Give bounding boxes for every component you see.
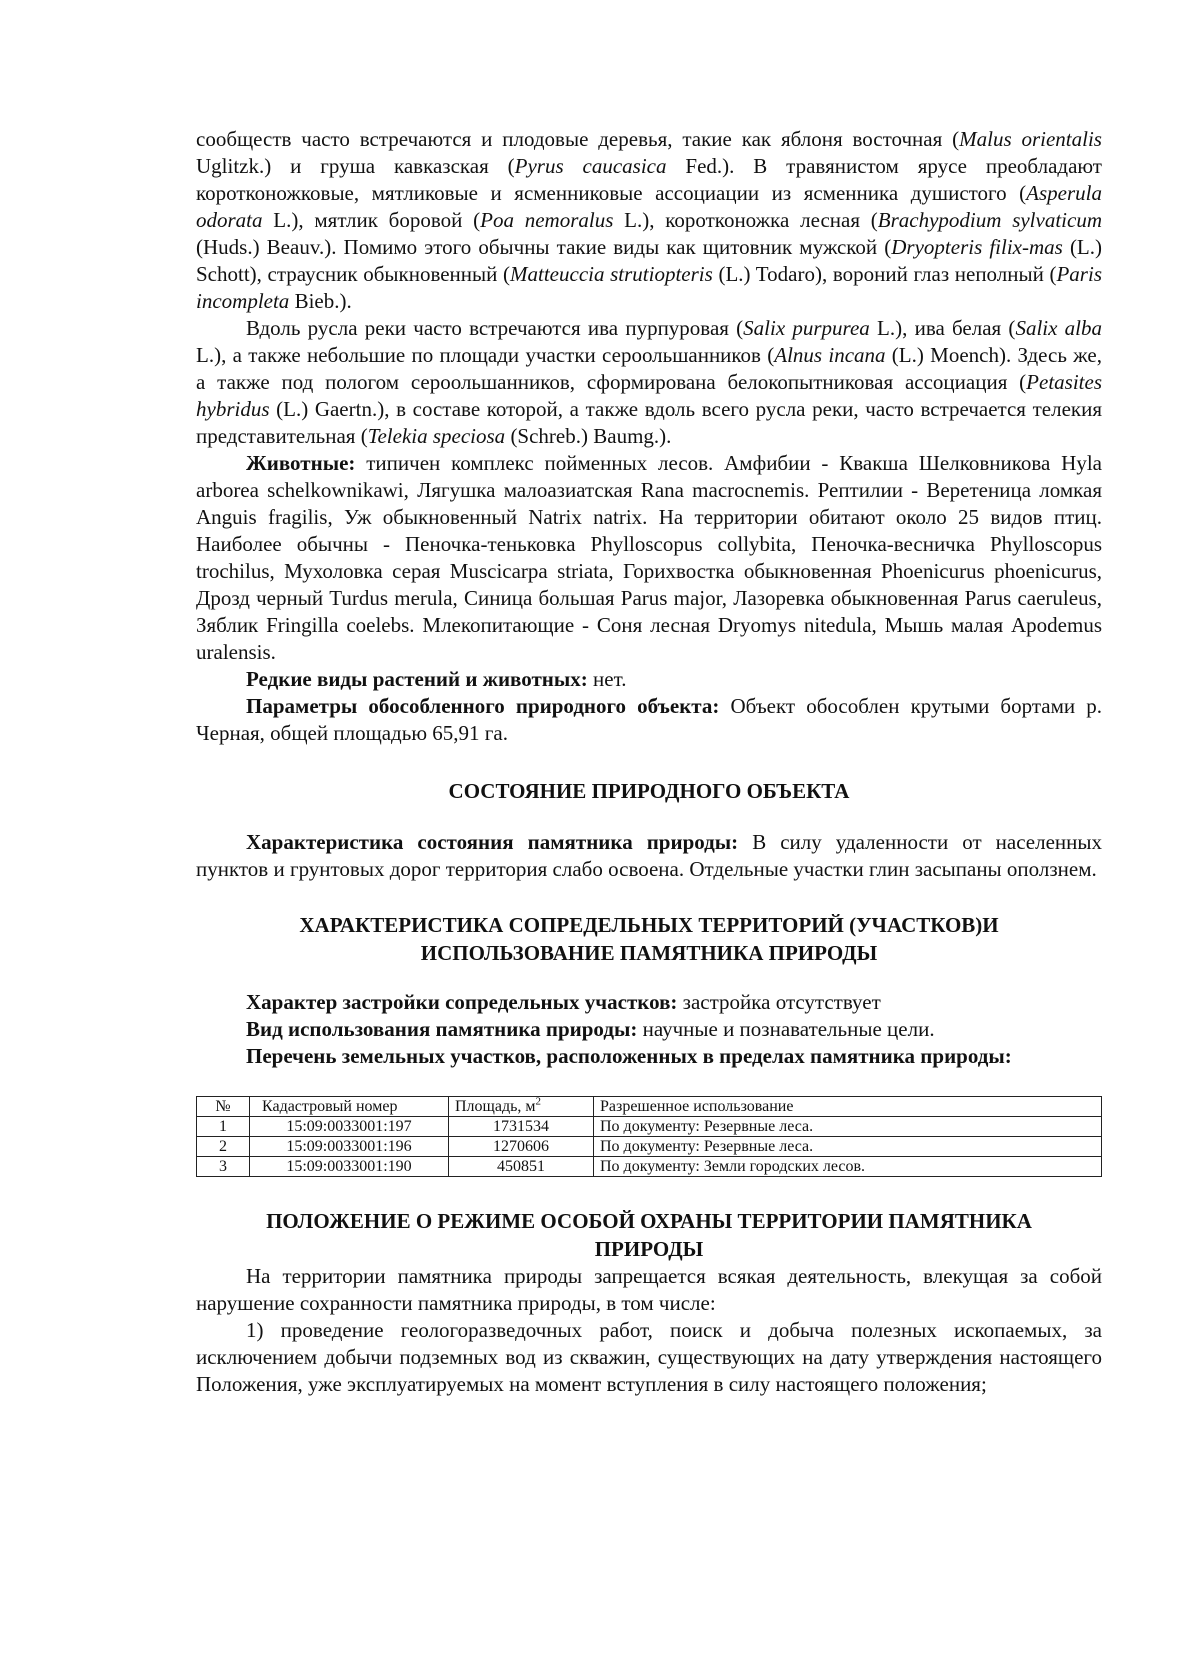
cell-area: 450851 xyxy=(449,1157,594,1177)
parcels-table xyxy=(196,1096,1102,1177)
header-usage: Разрешенное использование xyxy=(594,1097,1102,1117)
cell-usage: По документу: Резервные леса. xyxy=(594,1117,1102,1137)
heading-adjacent-line2: ИСПОЛЬЗОВАНИЕ ПАМЯТНИКА ПРИРОДЫ xyxy=(420,941,878,965)
heading-adjacent-line1: ХАРАКТЕРИСТИКА СОПРЕДЕЛЬНЫХ ТЕРРИТОРИЙ (УЧАСТКОВ)И xyxy=(299,913,999,937)
cell-area: 1731534 xyxy=(449,1117,594,1137)
cell-cadastral: 15:09:0033001:196 xyxy=(250,1137,449,1157)
cell-area: 1270606 xyxy=(449,1137,594,1157)
paragraph-riverbed-vegetation: Вдоль русла реки часто встречаются ива пурпуровая (Salix purpurea L.), ива белая (Salix alba L.), а также небольшие по площади участки сероольшанников (Alnus incana (L.) Moench). Здесь же, а также под пологом сероольшанников, сформирована белокопытниковая ассоциация (Petasites hybridus (L.) Gaertn.), в составе которой, а также вдоль всего русла реки, часто встречается телекия представительная (Telekia speciosa (Schreb.) Baumg.). xyxy=(196,316,1102,448)
paragraph-object-parameters: Параметры обособленного природного объекта: Объект обособлен крутыми бортами р. Черная, общей площадью 65,91 га. xyxy=(196,694,1102,745)
header-num: № xyxy=(197,1097,250,1117)
table-row xyxy=(197,1157,1102,1177)
paragraph-development xyxy=(196,989,1102,1016)
paragraph-parcels-label: Перечень земельных участков, расположенных в пределах памятника природы: xyxy=(246,1044,1012,1068)
cell-cadastral: 15:09:0033001:197 xyxy=(250,1117,449,1137)
paragraph-flora-continued: сообществ часто встречаются и плодовые деревья, такие как яблоня восточная (Malus orientalis Uglitzk.) и груша кавказская (Pyrus caucasica Fed.). В травянистом ярусе преобладают коротконожковые, мятликовые и ясменниковые ассоциации из ясменника душистого (Asperula odorata L.), мятлик боровой (Poa nemoralus L.), коротконожка лесная (Brachypodium sylvaticum (Huds.) Beauv.). Помимо этого обычны такие виды как щитовник мужской (Dryopteris filix-mas (L.) Schott), страусник обыкновенный (Matteuccia strutiopteris (L.) Todaro), вороний глаз неполный (Paris incompleta Bieb.). xyxy=(196,127,1103,313)
cell-usage: По документу: Резервные леса. xyxy=(594,1137,1102,1157)
paragraph-regime-intro: На территории памятника природы запрещается всякая деятельность, влекущая за собой нарушение сохранности памятника природы, в том числе: xyxy=(196,1264,1102,1315)
header-area-text: Площадь, м xyxy=(455,1098,536,1115)
header-area xyxy=(449,1097,594,1117)
cell-cadastral: 15:09:0033001:190 xyxy=(250,1157,449,1177)
usage-label: Вид использования памятника природы: xyxy=(246,1017,638,1041)
cell-num: 1 xyxy=(197,1117,250,1137)
document-body xyxy=(196,126,1102,1398)
usage-value: научные и познавательные цели. xyxy=(637,1017,935,1041)
paragraph-usage xyxy=(196,1016,1102,1043)
cell-num: 3 xyxy=(197,1157,250,1177)
paragraph-state-characteristic: Характеристика состояния памятника природы: В силу удаленности от населенных пунктов и грунтовых дорог территория слабо освоена. Отдельные участки глин засыпаны оползнем. xyxy=(196,830,1102,881)
header-cadastral: Кадастровый номер xyxy=(250,1097,449,1117)
header-area-sup: 2 xyxy=(535,1095,542,1108)
cell-usage: По документу: Земли городских лесов. xyxy=(594,1157,1102,1177)
development-label: Характер застройки сопредельных участков: xyxy=(246,990,678,1014)
development-value: застройка отсутствует xyxy=(677,990,881,1014)
cell-num: 2 xyxy=(197,1137,250,1157)
parcels-table-header xyxy=(197,1097,1102,1117)
table-row xyxy=(197,1137,1102,1157)
heading-regime-line2: ПРИРОДЫ xyxy=(594,1237,704,1261)
heading-regime-line1: ПОЛОЖЕНИЕ О РЕЖИМЕ ОСОБОЙ ОХРАНЫ ТЕРРИТОРИИ ПАМЯТНИКА xyxy=(266,1209,1032,1233)
paragraph-regime-item-1: 1) проведение геологоразведочных работ, поиск и добыча полезных ископаемых, за исключением добычи подземных вод из скважин, существующих на дату утверждения настоящего Положения, уже эксплуатируемых на момент вступления в силу настоящего положения; xyxy=(196,1318,1102,1396)
paragraph-rare-species: Редкие виды растений и животных: нет. xyxy=(246,667,627,691)
paragraph-animals: Животные: типичен комплекс пойменных лесов. Амфибии - Квакша Шелковникова Hyla arborea schelkownikawi, Лягушка малоазиатская Rana macrocnemis. Рептилии - Веретеница ломкая Anguis fragilis, Уж обыкновенный Natrix natrix. На территории обитают около 25 видов птиц. Наиболее обычны - Пеночка-теньковка Phylloscopus collybita, Пеночка-весничка Phylloscopus trochilus, Мухоловка серая Muscicarpa striata, Горихвостка обыкновенная Phoenicurus phoenicurus, Дрозд черный Turdus merula, Синица большая Parus major, Лазоревка обыкновенная Parus caeruleus, Зяблик Fringilla coelebs. Млекопитающие - Соня лесная Dryomys nitedula, Мышь малая Apodemus uralensis. xyxy=(196,451,1102,664)
heading-protection-regime xyxy=(196,1207,1102,1263)
heading-adjacent-territories xyxy=(196,911,1102,967)
heading-object-state: СОСТОЯНИЕ ПРИРОДНОГО ОБЪЕКТА xyxy=(448,779,850,803)
table-row xyxy=(197,1117,1102,1137)
